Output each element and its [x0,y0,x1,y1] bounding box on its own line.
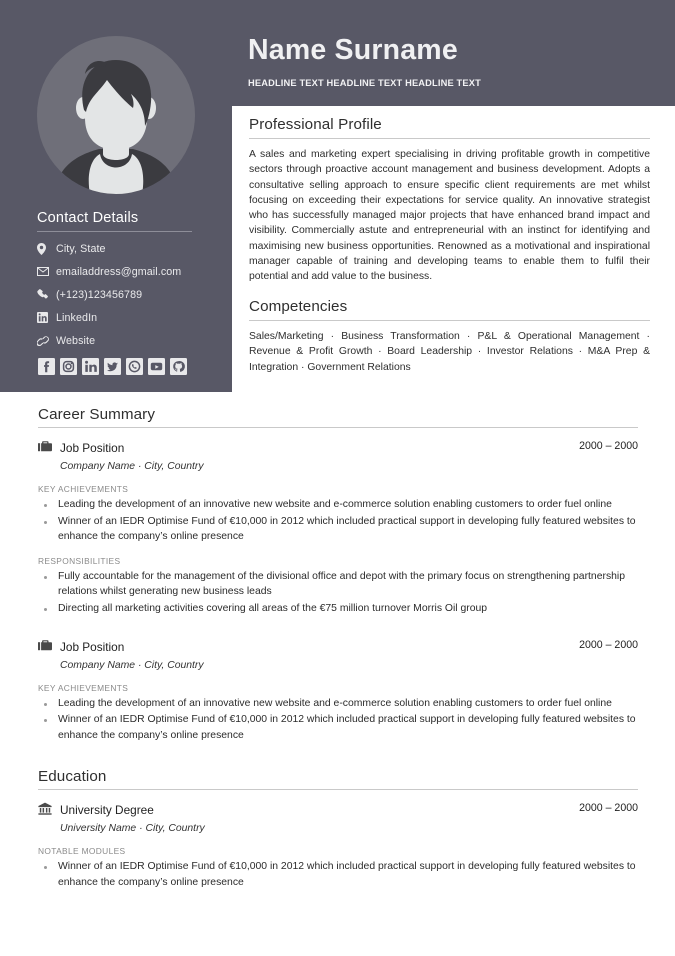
education-heading: Education [38,768,107,786]
whatsapp-icon[interactable] [126,358,143,375]
contact-location-text: City, State [56,242,106,255]
phone-icon [37,289,56,300]
professional-profile-heading: Professional Profile [249,116,382,133]
contact-linkedin-text: LinkedIn [56,311,98,324]
contact-item-location[interactable] [37,241,209,256]
career-entry-subtitle: Company Name · City, Country [60,461,204,472]
linkedin-icon[interactable] [82,358,99,375]
social-links-row [38,358,187,375]
contact-email-text: emailaddress@gmail.com [56,265,182,278]
contact-details-heading: Contact Details [37,210,139,226]
envelope-icon [37,267,56,276]
education-group-label: NOTABLE MODULES [38,846,126,857]
profile-heading-divider [249,138,650,139]
career-group-label: KEY ACHIEVEMENTS [38,484,129,494]
twitter-icon[interactable] [104,358,121,375]
career-bullet-list [38,569,638,617]
career-entry-date: 2000 – 2000 [579,440,638,452]
education-entry-title: University Degree [60,803,154,818]
competencies-text: Sales/Marketing · Business Transformation · P&L & Operational Management · Revenue & Profit Growth · Board Leadership · Investor Relations · M&A Prep & Integration · Government Relations [249,330,650,373]
career-entry-title: Job Position [60,639,125,654]
career-entry-date: 2000 – 2000 [579,638,638,651]
instagram-icon[interactable] [60,358,77,375]
list-item: Leading the development of an innovative new website and e-commerce solution enabling customers to order fuel online [54,696,638,712]
career-entry [38,439,638,617]
education-entry-date: 2000 – 2000 [579,802,638,815]
link-icon [37,336,56,346]
career-heading-divider [38,427,638,428]
facebook-icon[interactable] [38,358,55,375]
list-item: Directing all marketing activities covering all areas of the €75 million turnover Morris Oil group [54,601,638,617]
career-entry-subtitle: Company Name · City, Country [60,659,204,671]
github-icon[interactable] [170,358,187,375]
list-item: Fully accountable for the management of the divisional office and depot with the primary focus on strengthening partnership relations whilst generating new business leads [54,569,638,600]
list-item: Leading the development of an innovative new website and e-commerce solution enabling customers to order fuel online [54,497,638,513]
education-bullet-list [38,859,638,890]
career-bullet-list [38,696,638,744]
competencies-heading: Competencies [249,297,348,315]
profile-competencies-panel [232,106,675,388]
competencies-heading-divider [249,320,650,321]
contact-heading-divider [37,231,192,232]
headline-text: HEADLINE TEXT HEADLINE TEXT HEADLINE TEXT [248,77,481,88]
avatar [37,36,195,194]
contact-item-email[interactable] [37,264,209,279]
page-title: Name Surname [248,34,458,66]
career-group-label: RESPONSIBILITIES [38,555,121,566]
youtube-icon[interactable] [148,358,165,375]
avatar-icon [37,36,195,194]
career-entry [38,638,638,744]
contact-details-block [37,210,209,356]
contact-website-text: Website [56,334,96,347]
list-item: Winner of an IEDR Optimise Fund of €10,000 in 2012 which included practical support in developing fully featured websites to enhance the company’s online presence [54,712,638,743]
education-entry [38,801,638,890]
education-entry-subtitle: University Name · City, Country [60,823,205,835]
contact-item-phone[interactable] [37,287,209,302]
list-item: Winner of an IEDR Optimise Fund of €10,000 in 2012 which included practical support in developing fully featured websites to enhance the company’s online presence [54,514,638,545]
university-icon [38,801,60,820]
briefcase-icon [38,439,60,458]
briefcase-icon [38,638,60,657]
contact-item-website[interactable] [37,333,209,348]
location-pin-icon [37,243,56,255]
career-group-label: KEY ACHIEVEMENTS [38,682,129,693]
education-heading-divider [38,789,638,790]
contact-item-linkedin[interactable] [37,310,209,325]
main-content [38,406,638,895]
career-entry-title: Job Position [60,441,125,455]
linkedin-icon [37,312,56,323]
list-item: Winner of an IEDR Optimise Fund of €10,000 in 2012 which included practical support in developing fully featured websites to enhance the company’s online presence [54,859,638,890]
career-bullet-list [38,497,638,545]
professional-profile-text: A sales and marketing expert specialising in driving profitable growth in competitive sectors through proactive account management and business development. Adopts a consultative selling approach to ensure specific client requirements are met whilst focusing on exceeding their expectations for service quality. An innovative strategist who has successfully managed major projects that have enhanced brand impact and visibility. Commercially astute and entrepreneurial with an instinct for identifying and maximising new business opportunities. Renowned as a motivational and inspirational manager capable of training and developing teams to enable them to fulfil their potential and add value to the business. [249,149,650,283]
career-summary-heading: Career Summary [38,406,156,423]
contact-phone-text: (+123)123456789 [56,288,143,301]
header-text-block [248,34,658,88]
